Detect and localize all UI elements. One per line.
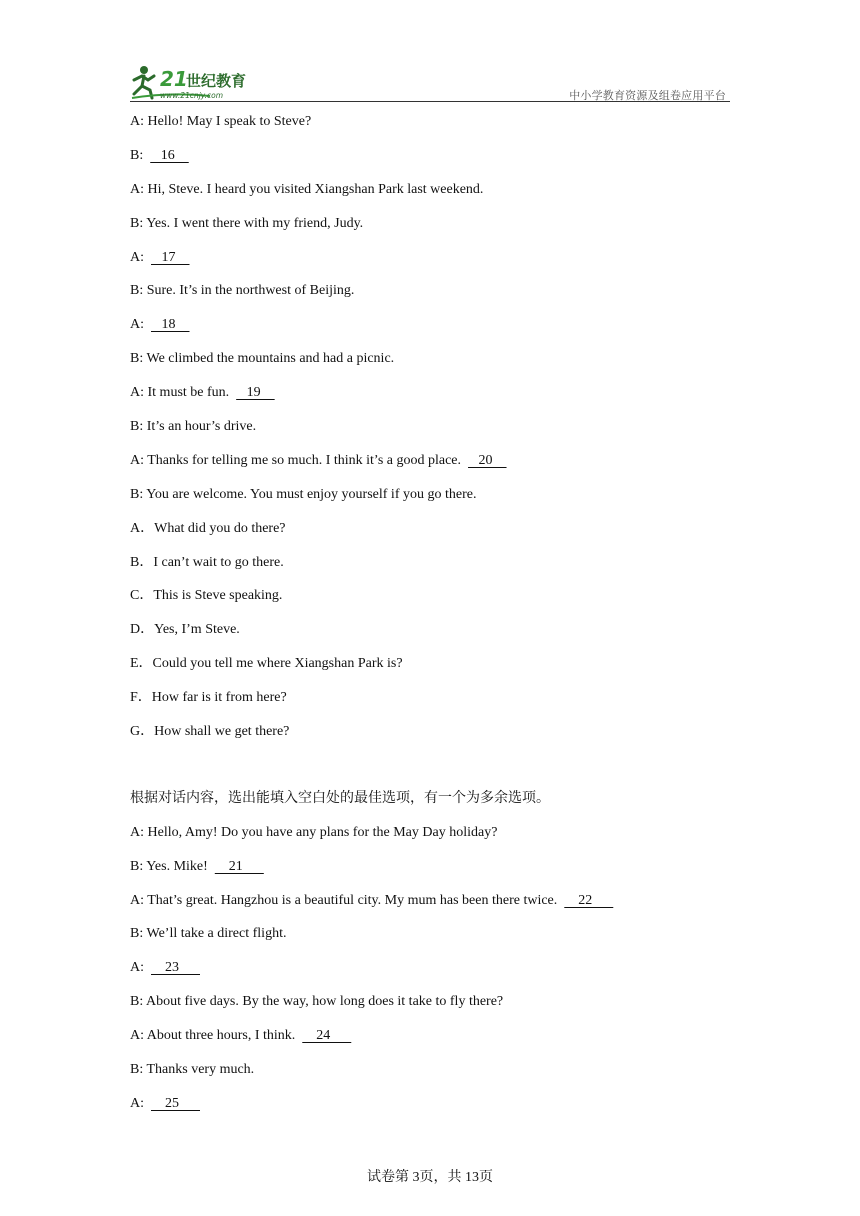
option-item: C．This is Steve speaking. — [130, 588, 283, 604]
dialogue-text: A: Hello! May I speak to Steve? — [130, 114, 312, 129]
dialogue-text: B: — [130, 147, 151, 163]
dialogue-line — [130, 417, 730, 451]
dialogue-text: B: It’s an hour’s drive. — [130, 419, 257, 435]
header-divider — [130, 101, 730, 102]
dialogue-line — [130, 485, 730, 519]
option-item: E．Could you tell me where Xiangshan Park is? — [130, 656, 403, 672]
answer-blank[interactable]: 23 — [151, 960, 200, 976]
option-item: B．I can’t wait to go there. — [130, 554, 284, 570]
dialogue-text: B: We’ll take a direct flight. — [130, 926, 287, 942]
answer-blank[interactable]: 16 — [150, 147, 189, 163]
dialogue-text: A: — [130, 249, 151, 265]
svg-text:www.21cnjy.com: www.21cnjy.com — [160, 91, 224, 100]
dialogue-line — [130, 281, 730, 315]
option-item: G．How shall we get there? — [130, 724, 290, 740]
dialogue-line — [130, 924, 730, 958]
dialogue-line — [130, 958, 730, 992]
answer-blank[interactable]: 25 — [151, 1095, 200, 1111]
dialogue-line — [130, 315, 730, 349]
dialogue-text: B: Yes. Mike! — [130, 858, 215, 874]
dialogue-line — [130, 891, 730, 925]
section-instruction: 根据对话内容，选出能填入空白处的最佳选项，有一个为多余选项。 — [130, 790, 550, 806]
dialogue-text: B: We climbed the mountains and had a picnic. — [130, 351, 395, 367]
dialogue-text: B: Yes. I went there with my friend, Judy. — [130, 215, 364, 231]
dialogue-line — [130, 823, 730, 857]
dialogue-line — [130, 1060, 730, 1094]
dialogue-text: B: About five days. By the way, how long does it take to fly there? — [130, 994, 504, 1010]
dialogue-line — [130, 180, 730, 214]
21cnjy-logo — [130, 62, 270, 102]
dialogue-section-2 — [130, 823, 730, 1128]
option-item: F．How far is it from here? — [130, 690, 287, 706]
dialogue-line — [130, 1094, 730, 1128]
dialogue-text: A: Hello, Amy! Do you have any plans for the May Day holiday? — [130, 824, 498, 840]
dialogue-text: A: — [130, 1095, 151, 1111]
dialogue-line — [130, 349, 730, 383]
dialogue-text: A: It must be fun. — [130, 385, 237, 401]
dialogue-text: B: Sure. It’s in the northwest of Beijing. — [130, 283, 355, 299]
dialogue-line — [130, 1026, 730, 1060]
dialogue-line — [130, 146, 730, 180]
dialogue-line — [130, 857, 730, 891]
dialogue-line — [130, 112, 730, 146]
svg-text:世纪教育: 世纪教育 — [186, 72, 247, 90]
platform-name: 中小学教育资源及组卷应用平台 — [569, 89, 726, 102]
answer-blank[interactable]: 18 — [151, 317, 190, 333]
dialogue-line — [130, 383, 730, 417]
answer-blank[interactable]: 22 — [564, 892, 614, 908]
dialogue-line — [130, 214, 730, 248]
dialogue-text: A: That’s great. Hangzhou is a beautiful city. My mum has been there twice. — [130, 892, 565, 908]
answer-blank[interactable]: 17 — [151, 249, 190, 265]
dialogue-text: B: You are welcome. You must enjoy yourself if you go there. — [130, 486, 477, 502]
section-gap — [130, 756, 730, 789]
svg-text:21: 21 — [160, 67, 188, 91]
option-item: A．What did you do there? — [130, 520, 286, 536]
dialogue-line — [130, 992, 730, 1026]
answer-options — [130, 519, 730, 756]
option-item: D．Yes, I’m Steve. — [130, 622, 240, 638]
dialogue-text: A: About three hours, I think. — [130, 1028, 303, 1044]
page-header — [130, 62, 730, 104]
dialogue-text: A: — [130, 317, 151, 333]
answer-blank[interactable]: 20 — [468, 452, 507, 468]
dialogue-text: A: — [130, 960, 151, 976]
dialogue-text: A: Hi, Steve. I heard you visited Xiangshan Park last weekend. — [130, 181, 484, 197]
dialogue-line — [130, 451, 730, 485]
answer-blank[interactable]: 19 — [236, 385, 275, 401]
dialogue-section-1 — [130, 112, 730, 519]
answer-blank[interactable]: 21 — [214, 858, 264, 874]
dialogue-text: A: Thanks for telling me so much. I think it’s a good place. — [130, 452, 469, 468]
page-footer: 试卷第 3页，共 13页 — [367, 1170, 493, 1185]
dialogue-text: B: Thanks very much. — [130, 1062, 255, 1078]
exam-content — [130, 112, 730, 1128]
dialogue-line — [130, 248, 730, 282]
answer-blank[interactable]: 24 — [302, 1028, 352, 1044]
